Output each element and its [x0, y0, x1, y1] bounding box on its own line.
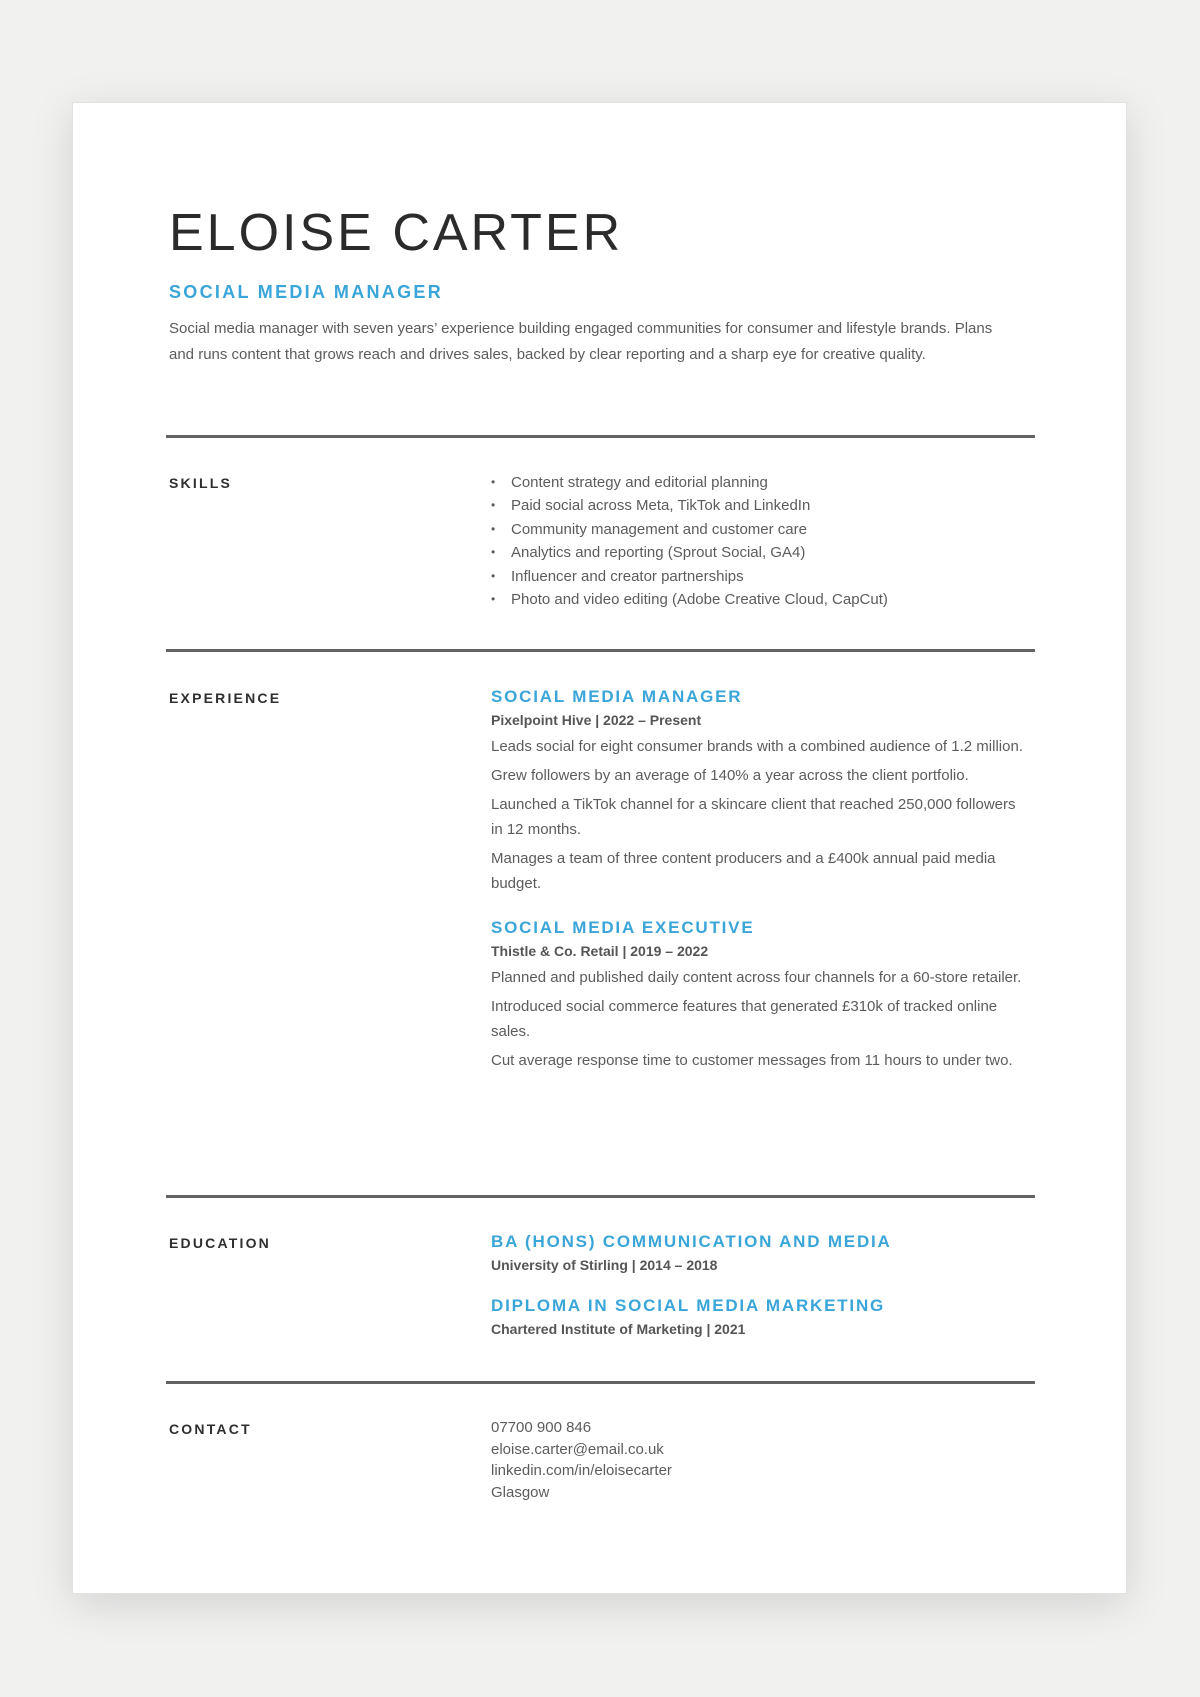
skill-item: • Photo and video editing (Adobe Creative Cloud, CapCut) [491, 588, 1031, 611]
education-list [491, 1231, 1031, 1360]
skill-item: • Content strategy and editorial planning [491, 471, 1031, 494]
section-divider [166, 435, 1035, 438]
candidate-role: SOCIAL MEDIA MANAGER [169, 282, 444, 302]
contact-linkedin: linkedin.com/in/eloisecarter [491, 1462, 672, 1479]
degree-title: BA (HONS) COMMUNICATION AND MEDIA [491, 1232, 892, 1251]
skills-list [491, 471, 1031, 611]
degree-meta: Chartered Institute of Marketing | 2021 [491, 1321, 746, 1337]
education-heading: EDUCATION [169, 1235, 271, 1251]
job-title: SOCIAL MEDIA EXECUTIVE [491, 918, 755, 937]
job-achievement: Leads social for eight consumer brands with a combined audience of 1.2 million. [491, 738, 1023, 755]
job-achievement: Manages a team of three content producers and a £400k annual paid media budget. [491, 850, 996, 892]
experience-list [491, 686, 1031, 1094]
job-entry [491, 917, 1031, 1073]
skills-heading: SKILLS [169, 475, 232, 491]
skill-item: • Analytics and reporting (Sprout Social, GA4) [491, 541, 1031, 564]
degree-title: DIPLOMA IN SOCIAL MEDIA MARKETING [491, 1296, 886, 1315]
skill-item: • Community management and customer care [491, 518, 1031, 541]
skill-item: • Influencer and creator partnerships [491, 565, 1031, 588]
candidate-name: ELOISE CARTER [169, 204, 624, 262]
job-achievement: Cut average response time to customer messages from 11 hours to under two. [491, 1052, 1013, 1069]
experience-heading: EXPERIENCE [169, 690, 282, 706]
contact-email: eloise.carter@email.co.uk [491, 1440, 664, 1458]
contact-phone: 07700 900 846 [491, 1419, 592, 1436]
section-divider [166, 649, 1035, 652]
degree-meta: University of Stirling | 2014 – 2018 [491, 1257, 718, 1273]
resume-page [72, 102, 1127, 1594]
job-entry [491, 686, 1031, 896]
education-entry [491, 1295, 1031, 1339]
job-meta: Thistle & Co. Retail | 2019 – 2022 [491, 943, 709, 959]
skill-item: • Paid social across Meta, TikTok and LinkedIn [491, 494, 1031, 517]
job-achievement: Introduced social commerce features that generated £310k of tracked online sales. [491, 998, 998, 1040]
education-entry [491, 1231, 1031, 1275]
section-divider [166, 1381, 1035, 1384]
job-meta: Pixelpoint Hive | 2022 – Present [491, 712, 702, 728]
contact-heading: CONTACT [169, 1421, 252, 1437]
job-achievement: Planned and published daily content across four channels for a 60-store retailer. [491, 969, 1022, 986]
job-achievement: Grew followers by an average of 140% a year across the client portfolio. [491, 767, 969, 784]
job-title: SOCIAL MEDIA MANAGER [491, 687, 743, 706]
job-achievement: Launched a TikTok channel for a skincare client that reached 250,000 followers in 12 months. [491, 796, 1016, 838]
section-divider [166, 1195, 1035, 1198]
contact-location: Glasgow [491, 1483, 550, 1501]
profile-summary: Social media manager with seven years’ experience building engaged communities for consumer and lifestyle brands. Plans and runs content that grows reach and drives sales, backed by clear reporting and a sharp eye for creative quality. [169, 320, 993, 363]
contact-details [491, 1417, 1031, 1503]
